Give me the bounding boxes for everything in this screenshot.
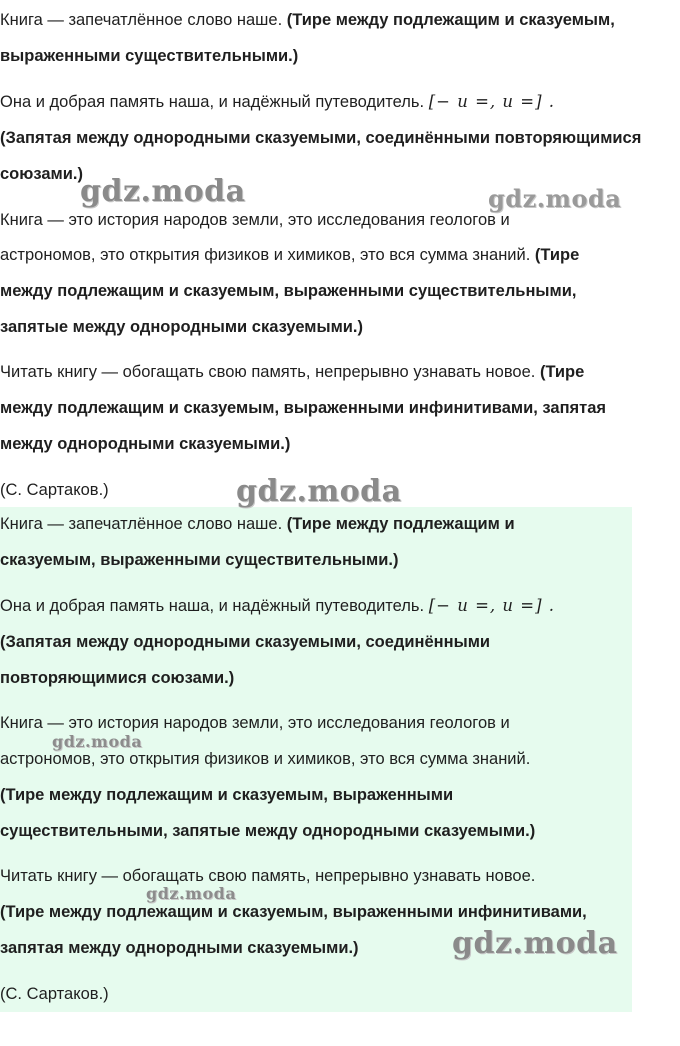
watermark-logo: gdz.moda bbox=[452, 926, 618, 961]
text-line: астрономов, это открытия физиков и химиков, это вся сумма знаний. (Тире bbox=[0, 246, 580, 264]
text-line: (Тире между подлежащим и сказуемым, выраженными bbox=[0, 786, 454, 804]
text-line: запятые между однородными сказуемыми.) bbox=[0, 318, 364, 336]
text-line: астрономов, это открытия физиков и химиков, это вся сумма знаний. bbox=[0, 750, 531, 768]
text-line: повторяющимися союзами.) bbox=[0, 669, 235, 687]
text-line: Читать книгу — обогащать свою память, непрерывно узнавать новое. bbox=[0, 867, 536, 885]
punctuation-scheme: [− u =, u =] . bbox=[428, 92, 556, 111]
text-line: Книга — запечатлённое слово наше. (Тире между подлежащим и bbox=[0, 515, 515, 533]
text-line: существительными, запятые между однородными сказуемыми.) bbox=[0, 822, 536, 840]
text-line: Книга — это история народов земли, это исследования геологов и bbox=[0, 714, 510, 732]
text-line: выраженными существительными.) bbox=[0, 47, 299, 65]
text-line: запятая между однородными сказуемыми.) bbox=[0, 939, 359, 957]
text-line: Книга — это история народов земли, это исследования геологов и bbox=[0, 211, 510, 229]
watermark-logo: gdz.moda bbox=[52, 732, 143, 751]
text-line: Читать книгу — обогащать свою память, непрерывно узнавать новое. (Тире bbox=[0, 363, 585, 381]
punctuation-scheme: [− u =, u =] . bbox=[428, 596, 556, 615]
text-line: (Тире между подлежащим и сказуемым, выраженными инфинитивами, bbox=[0, 903, 587, 921]
watermark-logo: gdz.moda bbox=[80, 174, 246, 209]
watermark-logo: gdz.moda bbox=[488, 184, 622, 213]
text-block-original bbox=[0, 0, 680, 505]
text-line: между подлежащим и сказуемым, выраженными существительными, bbox=[0, 282, 577, 300]
text-line: союзами.) bbox=[0, 165, 83, 183]
text-line: между однородными сказуемыми.) bbox=[0, 435, 291, 453]
text-line: Книга — запечатлённое слово наше. (Тире между подлежащим и сказуемым, bbox=[0, 11, 615, 29]
author-credit: (С. Сартаков.) bbox=[0, 481, 109, 499]
watermark-logo: gdz.moda bbox=[146, 884, 237, 903]
text-line: Она и добрая память наша, и надёжный путеводитель. [− u =, u =] . bbox=[0, 92, 556, 111]
text-line: между подлежащим и сказуемым, выраженными инфинитивами, запятая bbox=[0, 399, 607, 417]
watermark-logo: gdz.moda bbox=[236, 474, 402, 509]
text-line: (Запятая между однородными сказуемыми, соединёнными bbox=[0, 633, 491, 651]
text-line: сказуемым, выраженными существительными.) bbox=[0, 551, 399, 569]
author-credit: (С. Сартаков.) bbox=[0, 985, 109, 1003]
text-line: Она и добрая память наша, и надёжный путеводитель. [− u =, u =] . bbox=[0, 596, 556, 615]
text-line: (Запятая между однородными сказуемыми, соединёнными повторяющимися bbox=[0, 129, 642, 147]
